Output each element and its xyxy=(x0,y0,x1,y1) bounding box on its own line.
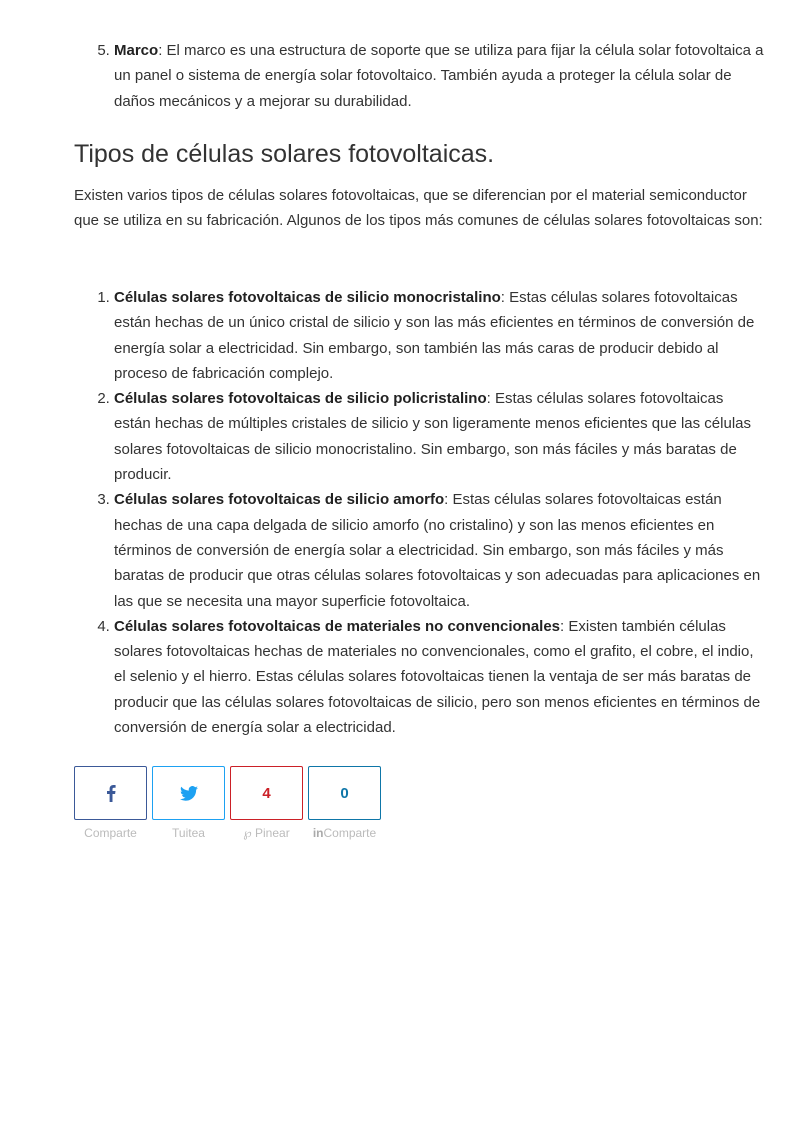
share-bar xyxy=(74,766,381,840)
linkedin-icon: in xyxy=(312,826,324,840)
linkedin-share-button[interactable]: 0 inComparte xyxy=(308,766,381,840)
list-item: 2. Células solares fotovoltaicas de silicio policristalino: Estas células solares fotovoltaicas están hechas de múltiples cristales de silicio y son ligeramente menos eficientes que las células solares fotovoltaicas de silicio monocristalino. Sin embargo, son más fáciles y más baratas de producir. xyxy=(114,386,764,487)
twitter-icon xyxy=(180,786,198,801)
item5-list xyxy=(74,38,764,114)
list-item: 1. Células solares fotovoltaicas de silicio monocristalino: Estas células solares fotovoltaicas están hechas de un único cristal de silicio y son las más eficientes en términos de conversión de energía solar a electricidad. Sin embargo, son también las más caras de producir debido al proceso de fabricación complejo. xyxy=(114,285,764,386)
list-item: 3. Células solares fotovoltaicas de silicio amorfo: Estas células solares fotovoltaicas están hechas de una capa delgada de silicio amorfo (no cristalino) y son las menos eficientes en términos de conversión de energía solar a electricidad. Sin embargo, son más fáciles y más baratas de producir que otras células solares fotovoltaicas y son adecuadas para aplicaciones en las que se necesita una mayor superficie fotovoltaica. xyxy=(114,487,764,613)
facebook-icon xyxy=(106,784,116,802)
facebook-share-button[interactable]: Comparte xyxy=(74,766,147,840)
intro-paragraph: Existen varios tipos de células solares fotovoltaicas, que se diferencian por el material semiconductor que se utiliza en su fabricación. Algunos de los tipos más comunes de células solares fotovoltaicas son: xyxy=(74,187,763,230)
pinterest-count: 4 xyxy=(230,766,303,820)
pinterest-icon: ℘ xyxy=(243,826,252,840)
types-list xyxy=(74,285,764,740)
pinterest-share-button[interactable]: 4 ℘ Pinear xyxy=(230,766,303,840)
twitter-share-button[interactable]: Tuitea xyxy=(152,766,225,840)
list-item: 4. Células solares fotovoltaicas de materiales no convencionales: Existen también células solares fotovoltaicas hechas de materiales no convencionales, como el grafito, el cobre, el indio, el selenio y el hierro. Estas células solares fotovoltaicas tienen la ventaja de ser más baratas de producir que las células solares fotovoltaicas de silicio, pero son menos eficientes en términos de conversión de energía solar a electricidad. xyxy=(114,614,764,740)
linkedin-count: 0 xyxy=(308,766,381,820)
list-item: 5. Marco: El marco es una estructura de soporte que se utiliza para fijar la célula solar fotovoltaica a un panel o sistema de energía solar fotovoltaico. También ayuda a proteger la célula solar de daños mecánicos y a mejorar su durabilidad. xyxy=(114,38,764,114)
section-heading: Tipos de células solares fotovoltaicas. xyxy=(74,140,495,168)
